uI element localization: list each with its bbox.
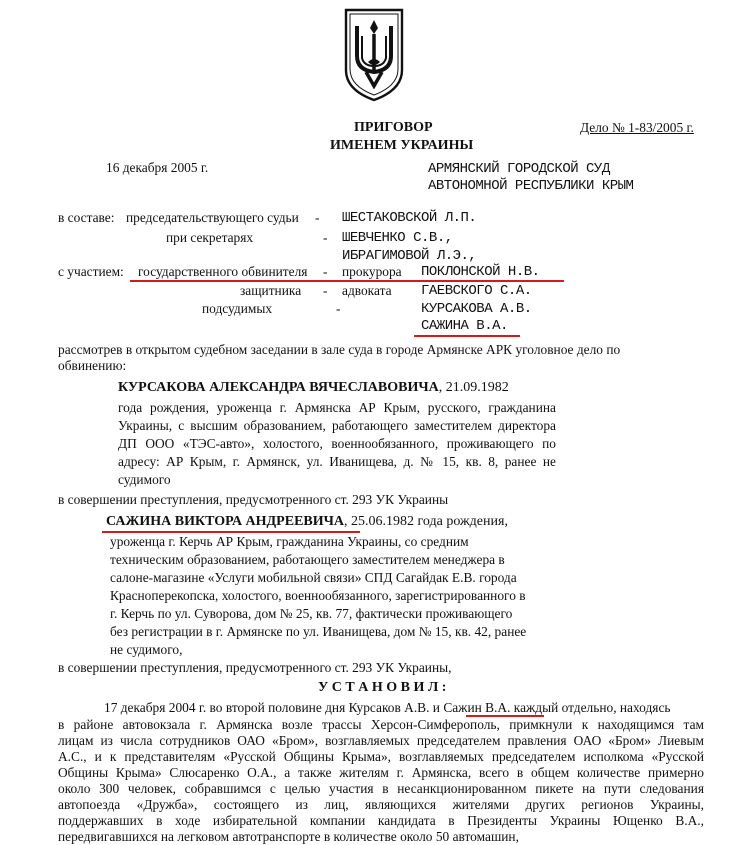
defendant-a-name: КУРСАКОВА АЛЕКСАНДРА ВЯЧЕСЛАВОВИЧА: [118, 380, 439, 395]
defendant-a-line: ДП ООО «ТЭС-авто», холостого, военнообязанного, проживающего по: [118, 436, 556, 451]
defender-role: адвоката: [342, 283, 392, 298]
body-line: в районе автовокзала г. Армянска возле трассы Херсон-Симферополь, примкнули к находящимся там: [58, 717, 704, 732]
defendant-b-charge: в совершении преступления, предусмотренного ст. 293 УК Украины,: [58, 660, 452, 675]
defendant-a-charge: в совершении преступления, предусмотренного ст. 293 УК Украины: [58, 492, 449, 507]
dash: -: [323, 230, 328, 245]
body-line: около 300 человек, собравшимся с целью участия в несанкционированном пикете на пути следования: [58, 781, 704, 796]
defender-label: защитника: [240, 283, 302, 298]
defendant-b-dob: , 25.06.1982 года рождения,: [344, 514, 508, 529]
defendant-a-heading: [118, 380, 509, 396]
defendant-b-underline: [102, 531, 360, 533]
defendant-b-line: без регистрации в г. Армянске по ул. Иванищева, дом № 15, кв. 42, ранее: [110, 624, 527, 639]
established-heading: У С Т А Н О В И Л :: [318, 680, 447, 695]
defendant-b-line: г. Керчь по ул. Суворова, дом № 25, кв. 77, фактически проживающего: [110, 606, 513, 621]
defender-name: ГАЕВСКОГО С.А.: [421, 283, 532, 299]
defendant-b-heading: [106, 514, 508, 530]
dash: -: [323, 264, 328, 279]
defendant-b-name: САЖИНА ВИКТОРА АНДРЕЕВИЧА: [106, 514, 345, 529]
body-line: автопоезда «Дружба», состоящего из лиц, являющихся жителями других регионов Украины,: [58, 797, 704, 812]
defendant-b-line: Красноперекопска, холостого, военнообязанного, зарегистрированного в: [110, 588, 526, 603]
defendant-a-line: судимого: [118, 472, 171, 487]
defendant-a-line: года рождения, уроженца г. Армянска АР Крым, русского, гражданина: [118, 400, 556, 415]
defendant-a-line: Украины, с высшим образованием, работающего заместителем директора: [118, 418, 556, 433]
defendant-b-line: салоне-магазине «Услуги мобильной связи» СПД Сагайдак Е.В. города: [110, 570, 517, 585]
secretary-name: ИБРАГИМОВОЙ Л.Э.,: [342, 248, 477, 264]
defendant-a-dob: , 21.09.1982: [438, 380, 509, 395]
participation-label: с участием:: [58, 264, 124, 279]
intro-line: обвинению:: [58, 358, 127, 373]
body-line: поддержавших в ходе избирательной компании кандидата в Президенты Украины Ющенко В.А.,: [58, 813, 704, 828]
intro-line: рассмотрев в открытом судебном заседании в зале суда в городе Армянске АРК уголовное дело по: [58, 342, 621, 357]
document-subtitle: ИМЕНЕМ УКРАИНЫ: [330, 138, 474, 153]
dash: -: [336, 301, 341, 316]
defendant-a-line: адресу: АР Крым, г. Армянск, ул. Иванищева, д. № 15, кв. 8, ранее не: [118, 454, 556, 469]
court-name-line2: АВТОНОМНОЙ РЕСПУБЛИКИ КРЫМ: [428, 178, 634, 194]
body-highlighted-name: Сажин В.А.: [443, 700, 511, 715]
defendant-name: САЖИНА В.А.: [421, 318, 508, 334]
defendant-underline: [414, 335, 520, 337]
ukraine-trident-emblem-icon: [342, 6, 406, 102]
verdict-date: 16 декабря 2005 г.: [106, 160, 209, 175]
defendant-b-line: уроженца г. Керчь АР Крым, гражданина Украины, со средним: [110, 534, 469, 549]
body-text: каждый отдельно, находясь: [510, 700, 671, 715]
document-title: ПРИГОВОР: [354, 120, 433, 135]
case-number: Дело № 1-83/2005 г.: [580, 120, 694, 135]
defendant-name: КУРСАКОВА А.В.: [421, 301, 532, 317]
secretaries-label: при секретарях: [166, 230, 254, 245]
defendant-b-line: не судимого,: [110, 642, 183, 657]
body-line: лицам из числа сотрудников ОАО «Бром», возглавляемых председателем правления ОАО «Бром» Лиевым: [58, 733, 704, 748]
prosecutor-role: прокурора: [342, 264, 402, 279]
prosecutor-label: государственного обвинителя: [138, 264, 308, 279]
prosecutor-name: ПОКЛОНСКОЙ Н.В.: [421, 264, 540, 280]
composition-label: в составе:: [58, 210, 115, 225]
defendant-b-line: техническим образованием, работающего заместителем менеджера в: [110, 552, 505, 567]
body-text: 17 декабря 2004 г. во второй половине дня Курсаков А.В. и: [104, 700, 444, 715]
dash: -: [315, 210, 320, 225]
body-line: А.С., и к представителям «Русской Общины Крыма», возглавляемых председателем исполкома «Русской: [58, 749, 704, 764]
secretary-name: ШЕВЧЕНКО С.В.,: [342, 230, 453, 246]
body-first-line: [104, 700, 671, 716]
presiding-judge-label: председательствующего судьи: [126, 210, 299, 225]
defendants-label: подсудимых: [202, 301, 273, 316]
body-line: Общины Крыма» Слюсаренко О.А., а также жителям г. Армянска, всего в общем количестве примерно: [58, 765, 704, 780]
dash: -: [323, 283, 328, 298]
body-line: передвигавшихся на легковом автотранспорте в количестве около 50 автомашин,: [58, 829, 519, 844]
court-name-line1: АРМЯНСКИЙ ГОРОДСКОЙ СУД: [428, 161, 610, 177]
prosecutor-underline: [130, 280, 564, 282]
presiding-judge-name: ШЕСТАКОВСКОЙ Л.П.: [342, 210, 477, 226]
